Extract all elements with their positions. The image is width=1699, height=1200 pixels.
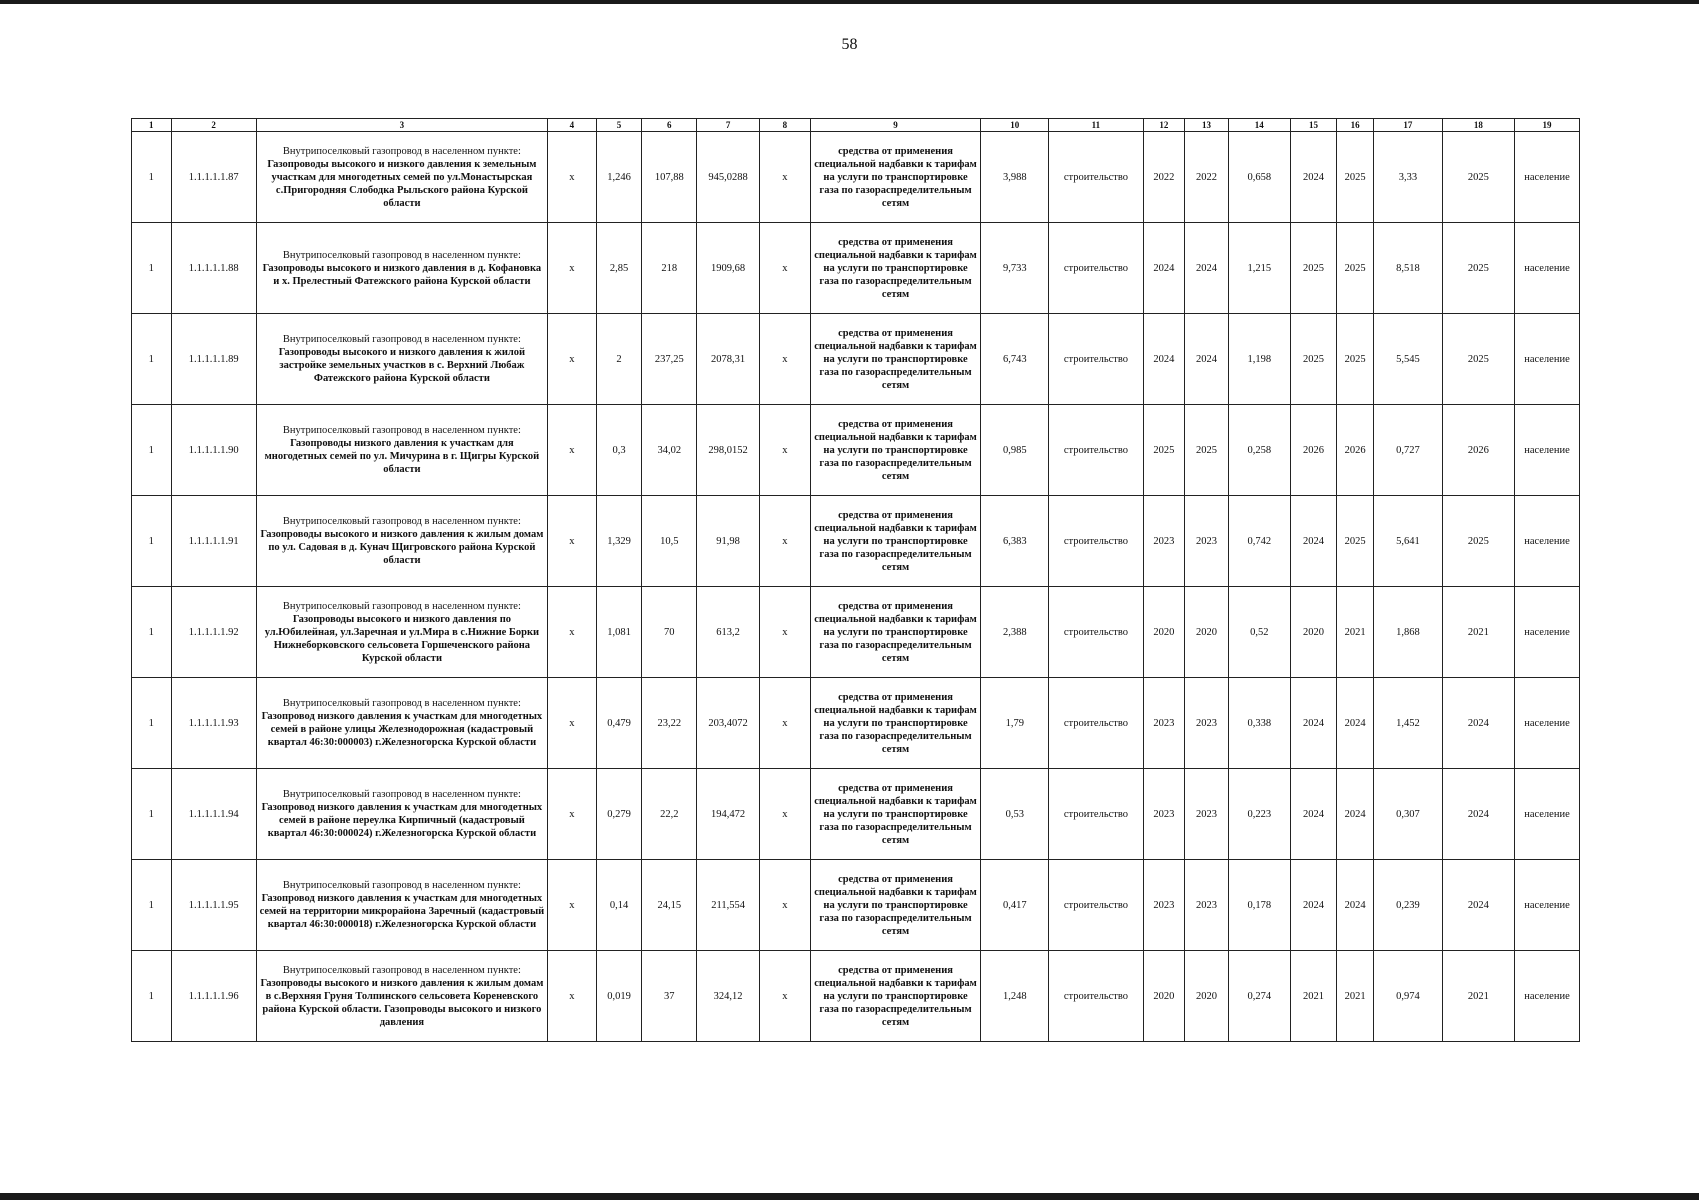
- cell-col-12: 2024: [1143, 223, 1185, 314]
- cell-col-14: 0,338: [1228, 678, 1290, 769]
- cell-col-15: 2021: [1290, 951, 1337, 1042]
- cell-col-10: 0,985: [981, 405, 1049, 496]
- cell-col-8: x: [760, 132, 811, 223]
- description-prefix: Внутрипоселковый газопровод в населенном пункте:: [282, 249, 521, 261]
- cell-col-12: 2024: [1143, 314, 1185, 405]
- cell-col-19: население: [1514, 223, 1579, 314]
- cell-col-10: 0,53: [981, 769, 1049, 860]
- column-header-15: 15: [1290, 119, 1337, 132]
- object-description-cell: [256, 314, 547, 405]
- cell-col-6: 24,15: [642, 860, 697, 951]
- column-header-14: 14: [1228, 119, 1290, 132]
- description-prefix: Внутрипоселковый газопровод в населенном пункте:: [282, 789, 521, 800]
- cell-col-12: 2020: [1143, 951, 1185, 1042]
- cell-col-11: строительство: [1049, 223, 1143, 314]
- cell-col-7: 203,4072: [697, 678, 760, 769]
- cell-col-4: x: [548, 587, 597, 678]
- cell-col-14: 0,274: [1228, 951, 1290, 1042]
- cell-col-2: 1.1.1.1.1.93: [171, 678, 256, 769]
- cell-col-13: 2022: [1185, 132, 1229, 223]
- column-header-10: 10: [981, 119, 1049, 132]
- table-row: [132, 223, 1580, 314]
- cell-col-11: строительство: [1049, 587, 1143, 678]
- cell-col-1: 1: [132, 860, 172, 951]
- cell-col-13: 2024: [1185, 314, 1229, 405]
- cell-col-16: 2025: [1337, 314, 1374, 405]
- cell-col-17: 0,727: [1373, 405, 1442, 496]
- column-header-6: 6: [642, 119, 697, 132]
- cell-col-9: средства от применения специальной надбавки к тарифам на услуги по транспортировке газа по газораспределительным сетям: [810, 132, 980, 223]
- object-description-cell: [256, 769, 547, 860]
- cell-col-8: x: [760, 769, 811, 860]
- cell-col-8: x: [760, 314, 811, 405]
- cell-col-13: 2023: [1185, 678, 1229, 769]
- cell-col-5: 2: [596, 314, 642, 405]
- cell-col-7: 91,98: [697, 496, 760, 587]
- cell-col-17: 8,518: [1373, 223, 1442, 314]
- column-header-17: 17: [1373, 119, 1442, 132]
- cell-col-10: 0,417: [981, 860, 1049, 951]
- cell-col-19: население: [1514, 678, 1579, 769]
- cell-col-14: 0,258: [1228, 405, 1290, 496]
- cell-col-5: 1,329: [596, 496, 642, 587]
- table-row: [132, 769, 1580, 860]
- column-header-12: 12: [1143, 119, 1185, 132]
- cell-col-9: средства от применения специальной надбавки к тарифам на услуги по транспортировке газа по газораспределительным сетям: [810, 496, 980, 587]
- cell-col-12: 2025: [1143, 405, 1185, 496]
- column-header-3: 3: [256, 119, 547, 132]
- cell-col-1: 1: [132, 496, 172, 587]
- table-row: [132, 496, 1580, 587]
- cell-col-7: 613,2: [697, 587, 760, 678]
- object-description-cell: [256, 678, 547, 769]
- cell-col-11: строительство: [1049, 860, 1143, 951]
- cell-col-7: 1909,68: [697, 223, 760, 314]
- cell-col-1: 1: [132, 405, 172, 496]
- cell-col-8: x: [760, 951, 811, 1042]
- cell-col-5: 1,246: [596, 132, 642, 223]
- cell-col-5: 2,85: [596, 223, 642, 314]
- description-text: Газопроводы высокого и низкого давления к жилой застройке земельных участков в с. Верхний Любаж Фатежского района Курской области: [278, 347, 526, 384]
- cell-col-4: x: [548, 223, 597, 314]
- cell-col-8: x: [760, 587, 811, 678]
- cell-col-13: 2023: [1185, 860, 1229, 951]
- cell-col-5: 1,081: [596, 587, 642, 678]
- cell-col-19: население: [1514, 314, 1579, 405]
- object-description-cell: [256, 860, 547, 951]
- cell-col-6: 218: [642, 223, 697, 314]
- cell-col-13: 2025: [1185, 405, 1229, 496]
- column-header-2: 2: [171, 119, 256, 132]
- cell-col-16: 2025: [1337, 496, 1374, 587]
- cell-col-10: 1,79: [981, 678, 1049, 769]
- cell-col-1: 1: [132, 769, 172, 860]
- description-prefix: Внутрипоселковый газопровод в населенном пункте:: [282, 516, 521, 527]
- cell-col-6: 107,88: [642, 132, 697, 223]
- cell-col-15: 2020: [1290, 587, 1337, 678]
- scan-edge-bottom: [0, 1193, 1699, 1200]
- description-prefix: Внутрипоселковый газопровод в населенном пункте:: [282, 334, 521, 345]
- cell-col-10: 2,388: [981, 587, 1049, 678]
- cell-col-4: x: [548, 769, 597, 860]
- cell-col-16: 2021: [1337, 951, 1374, 1042]
- cell-col-9: средства от применения специальной надбавки к тарифам на услуги по транспортировке газа по газораспределительным сетям: [810, 860, 980, 951]
- cell-col-5: 0,14: [596, 860, 642, 951]
- cell-col-7: 945,0288: [697, 132, 760, 223]
- description-text: Газопровод низкого давления к участкам для многодетных семей на территории микрорайона Заречный (кадастровый квартал 46:30:000018) г.Железногорска Курской области: [259, 893, 545, 930]
- description-prefix: Внутрипоселковый газопровод в населенном пункте:: [282, 425, 521, 436]
- cell-col-7: 324,12: [697, 951, 760, 1042]
- cell-col-13: 2023: [1185, 496, 1229, 587]
- cell-col-5: 0,279: [596, 769, 642, 860]
- cell-col-5: 0,019: [596, 951, 642, 1042]
- cell-col-9: средства от применения специальной надбавки к тарифам на услуги по транспортировке газа по газораспределительным сетям: [810, 314, 980, 405]
- cell-col-13: 2024: [1185, 223, 1229, 314]
- cell-col-19: население: [1514, 496, 1579, 587]
- table-row: [132, 314, 1580, 405]
- cell-col-1: 1: [132, 678, 172, 769]
- cell-col-9: средства от применения специальной надбавки к тарифам на услуги по транспортировке газа по газораспределительным сетям: [810, 678, 980, 769]
- cell-col-19: население: [1514, 769, 1579, 860]
- cell-col-17: 3,33: [1373, 132, 1442, 223]
- cell-col-11: строительство: [1049, 496, 1143, 587]
- cell-col-18: 2021: [1442, 951, 1514, 1042]
- table-body: [132, 132, 1580, 1042]
- scan-edge-top: [0, 0, 1699, 4]
- description-prefix: Внутрипоселковый газопровод в населенном пункте:: [282, 964, 521, 976]
- cell-col-6: 70: [642, 587, 697, 678]
- description-text: Газопроводы высокого и низкого давления по ул.Юбилейная, ул.Заречная и ул.Мира в с.Нижние Борки Нижнеборковского сельсовета Горшеченского района Курской области: [264, 613, 540, 664]
- cell-col-14: 0,223: [1228, 769, 1290, 860]
- cell-col-19: население: [1514, 587, 1579, 678]
- description-text: Газопроводы высокого и низкого давления в д. Кофановка и х. Прелестный Фатежского района Курской области: [262, 262, 542, 287]
- cell-col-14: 1,198: [1228, 314, 1290, 405]
- cell-col-18: 2026: [1442, 405, 1514, 496]
- cell-col-5: 0,479: [596, 678, 642, 769]
- object-description-cell: [256, 223, 547, 314]
- cell-col-2: 1.1.1.1.1.91: [171, 496, 256, 587]
- object-description-cell: [256, 587, 547, 678]
- description-text: Газопроводы низкого давления к участкам для многодетных семей по ул. Мичурина в г. Щигры Курской области: [264, 438, 540, 475]
- table-row: [132, 132, 1580, 223]
- cell-col-19: население: [1514, 132, 1579, 223]
- cell-col-11: строительство: [1049, 951, 1143, 1042]
- description-text: Газопроводы высокого и низкого давления к жилым домам по ул. Садовая в д. Кунач Щигровского района Курской области: [260, 529, 544, 566]
- cell-col-8: x: [760, 678, 811, 769]
- cell-col-18: 2021: [1442, 587, 1514, 678]
- column-header-1: 1: [132, 119, 172, 132]
- cell-col-10: 9,733: [981, 223, 1049, 314]
- cell-col-17: 0,307: [1373, 769, 1442, 860]
- page-number: 58: [841, 36, 858, 53]
- table-row: [132, 678, 1580, 769]
- cell-col-8: x: [760, 405, 811, 496]
- cell-col-17: 1,868: [1373, 587, 1442, 678]
- cell-col-9: средства от применения специальной надбавки к тарифам на услуги по транспортировке газа по газораспределительным сетям: [810, 223, 980, 314]
- cell-col-18: 2025: [1442, 223, 1514, 314]
- description-text: Газопровод низкого давления к участкам для многодетных семей в районе улицы Железнодорожная (кадастровый квартал 46:30:000003) г.Железногорска Курской области: [261, 711, 543, 748]
- cell-col-4: x: [548, 314, 597, 405]
- cell-col-18: 2024: [1442, 860, 1514, 951]
- cell-col-15: 2024: [1290, 132, 1337, 223]
- cell-col-11: строительство: [1049, 132, 1143, 223]
- cell-col-11: строительство: [1049, 405, 1143, 496]
- cell-col-6: 37: [642, 951, 697, 1042]
- table-row: [132, 860, 1580, 951]
- cell-col-7: 194,472: [697, 769, 760, 860]
- cell-col-9: средства от применения специальной надбавки к тарифам на услуги по транспортировке газа по газораспределительным сетям: [810, 951, 980, 1042]
- description-text: Газопровод низкого давления к участкам для многодетных семей в районе переулка Кирпичный (кадастровый квартал 46:30:000024) г.Железногорска Курской области: [261, 802, 543, 839]
- header-row: [132, 119, 1580, 132]
- cell-col-12: 2023: [1143, 860, 1185, 951]
- cell-col-14: 0,658: [1228, 132, 1290, 223]
- cell-col-18: 2025: [1442, 496, 1514, 587]
- cell-col-16: 2021: [1337, 587, 1374, 678]
- description-prefix: Внутрипоселковый газопровод в населенном пункте:: [282, 698, 521, 709]
- cell-col-9: средства от применения специальной надбавки к тарифам на услуги по транспортировке газа по газораспределительным сетям: [810, 587, 980, 678]
- column-header-7: 7: [697, 119, 760, 132]
- cell-col-6: 34,02: [642, 405, 697, 496]
- cell-col-13: 2020: [1185, 587, 1229, 678]
- cell-col-19: население: [1514, 860, 1579, 951]
- cell-col-14: 0,742: [1228, 496, 1290, 587]
- cell-col-2: 1.1.1.1.1.92: [171, 587, 256, 678]
- table-row: [132, 587, 1580, 678]
- cell-col-16: 2026: [1337, 405, 1374, 496]
- cell-col-8: x: [760, 496, 811, 587]
- cell-col-18: 2025: [1442, 132, 1514, 223]
- object-description-cell: [256, 496, 547, 587]
- cell-col-4: x: [548, 405, 597, 496]
- cell-col-10: 3,988: [981, 132, 1049, 223]
- object-description-cell: [256, 405, 547, 496]
- description-prefix: Внутрипоселковый газопровод в населенном пункте:: [282, 880, 521, 891]
- cell-col-7: 2078,31: [697, 314, 760, 405]
- cell-col-17: 1,452: [1373, 678, 1442, 769]
- cell-col-12: 2023: [1143, 678, 1185, 769]
- cell-col-13: 2023: [1185, 769, 1229, 860]
- cell-col-16: 2024: [1337, 769, 1374, 860]
- column-header-11: 11: [1049, 119, 1143, 132]
- gas-pipeline-table: [131, 118, 1580, 1042]
- cell-col-17: 0,239: [1373, 860, 1442, 951]
- cell-col-13: 2020: [1185, 951, 1229, 1042]
- cell-col-2: 1.1.1.1.1.90: [171, 405, 256, 496]
- cell-col-14: 1,215: [1228, 223, 1290, 314]
- cell-col-7: 211,554: [697, 860, 760, 951]
- cell-col-2: 1.1.1.1.1.87: [171, 132, 256, 223]
- cell-col-6: 23,22: [642, 678, 697, 769]
- cell-col-12: 2023: [1143, 769, 1185, 860]
- cell-col-2: 1.1.1.1.1.94: [171, 769, 256, 860]
- cell-col-8: x: [760, 223, 811, 314]
- cell-col-7: 298,0152: [697, 405, 760, 496]
- column-header-8: 8: [760, 119, 811, 132]
- cell-col-17: 5,641: [1373, 496, 1442, 587]
- cell-col-11: строительство: [1049, 314, 1143, 405]
- cell-col-15: 2024: [1290, 496, 1337, 587]
- cell-col-4: x: [548, 951, 597, 1042]
- description-prefix: Внутрипоселковый газопровод в населенном пункте:: [282, 600, 521, 612]
- cell-col-2: 1.1.1.1.1.95: [171, 860, 256, 951]
- cell-col-5: 0,3: [596, 405, 642, 496]
- table-row: [132, 405, 1580, 496]
- cell-col-14: 0,178: [1228, 860, 1290, 951]
- object-description-cell: [256, 951, 547, 1042]
- table-row: [132, 951, 1580, 1042]
- cell-col-15: 2024: [1290, 769, 1337, 860]
- column-header-5: 5: [596, 119, 642, 132]
- cell-col-16: 2025: [1337, 132, 1374, 223]
- cell-col-19: население: [1514, 405, 1579, 496]
- cell-col-11: строительство: [1049, 769, 1143, 860]
- cell-col-11: строительство: [1049, 678, 1143, 769]
- cell-col-4: x: [548, 860, 597, 951]
- column-header-18: 18: [1442, 119, 1514, 132]
- cell-col-2: 1.1.1.1.1.96: [171, 951, 256, 1042]
- cell-col-1: 1: [132, 132, 172, 223]
- cell-col-10: 6,383: [981, 496, 1049, 587]
- description-prefix: Внутрипоселковый газопровод в населенном пункте:: [282, 145, 521, 157]
- column-header-4: 4: [548, 119, 597, 132]
- cell-col-10: 6,743: [981, 314, 1049, 405]
- cell-col-1: 1: [132, 223, 172, 314]
- cell-col-17: 0,974: [1373, 951, 1442, 1042]
- cell-col-15: 2025: [1290, 314, 1337, 405]
- cell-col-4: x: [548, 678, 597, 769]
- cell-col-15: 2024: [1290, 860, 1337, 951]
- cell-col-4: x: [548, 496, 597, 587]
- object-description-cell: [256, 132, 547, 223]
- cell-col-15: 2025: [1290, 223, 1337, 314]
- cell-col-6: 237,25: [642, 314, 697, 405]
- cell-col-6: 10,5: [642, 496, 697, 587]
- cell-col-4: x: [548, 132, 597, 223]
- cell-col-8: x: [760, 860, 811, 951]
- column-header-16: 16: [1337, 119, 1374, 132]
- cell-col-1: 1: [132, 314, 172, 405]
- cell-col-1: 1: [132, 951, 172, 1042]
- cell-col-18: 2024: [1442, 769, 1514, 860]
- cell-col-10: 1,248: [981, 951, 1049, 1042]
- cell-col-12: 2020: [1143, 587, 1185, 678]
- cell-col-18: 2024: [1442, 678, 1514, 769]
- cell-col-15: 2024: [1290, 678, 1337, 769]
- cell-col-16: 2024: [1337, 860, 1374, 951]
- cell-col-9: средства от применения специальной надбавки к тарифам на услуги по транспортировке газа по газораспределительным сетям: [810, 405, 980, 496]
- description-text: Газопроводы высокого и низкого давления к земельным участкам для многодетных семей по ул.Монастырская с.Пригородняя Слободка Рыльского района Курской области: [267, 158, 537, 209]
- cell-col-19: население: [1514, 951, 1579, 1042]
- column-header-19: 19: [1514, 119, 1579, 132]
- cell-col-16: 2024: [1337, 678, 1374, 769]
- cell-col-16: 2025: [1337, 223, 1374, 314]
- cell-col-1: 1: [132, 587, 172, 678]
- cell-col-12: 2023: [1143, 496, 1185, 587]
- cell-col-17: 5,545: [1373, 314, 1442, 405]
- cell-col-9: средства от применения специальной надбавки к тарифам на услуги по транспортировке газа по газораспределительным сетям: [810, 769, 980, 860]
- column-header-13: 13: [1185, 119, 1229, 132]
- cell-col-15: 2026: [1290, 405, 1337, 496]
- cell-col-6: 22,2: [642, 769, 697, 860]
- cell-col-12: 2022: [1143, 132, 1185, 223]
- cell-col-14: 0,52: [1228, 587, 1290, 678]
- cell-col-18: 2025: [1442, 314, 1514, 405]
- column-header-9: 9: [810, 119, 980, 132]
- cell-col-2: 1.1.1.1.1.89: [171, 314, 256, 405]
- cell-col-2: 1.1.1.1.1.88: [171, 223, 256, 314]
- description-text: Газопроводы высокого и низкого давления к жилым домам в с.Верхняя Груня Толпинского сельсовета Кореневского района Курской области. Газопроводы высокого и низкого давления: [260, 977, 544, 1028]
